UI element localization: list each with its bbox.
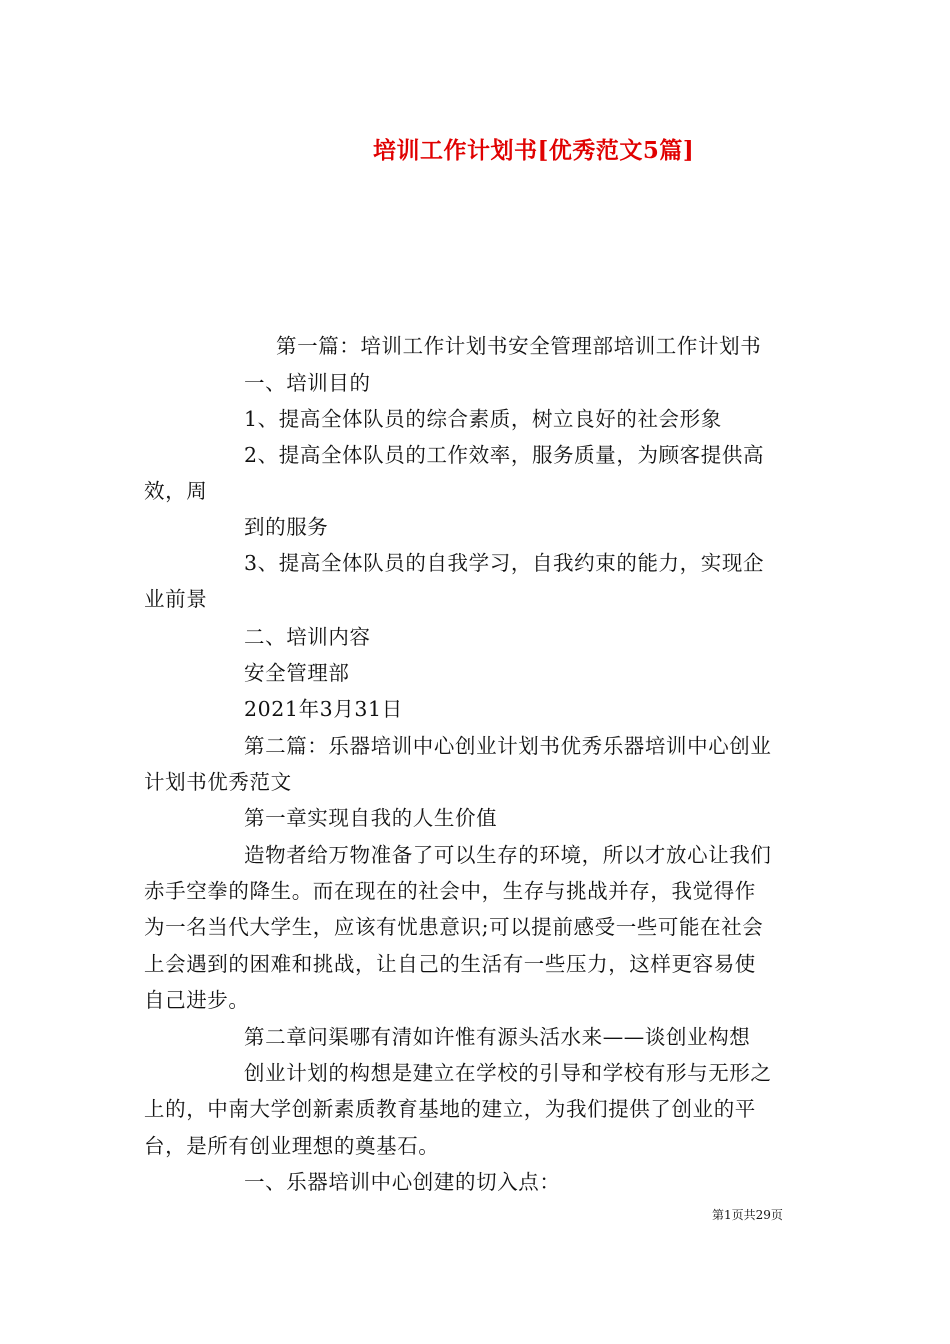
page-number-footer: 第1页共29页 [712, 1208, 783, 1222]
paragraph-line: 3、提高全体队员的自我学习，自我约束的能力，实现企 [244, 551, 765, 575]
paragraph-line: 第二篇：乐器培训中心创业计划书优秀乐器培训中心创业 [244, 734, 772, 758]
heading-line: 一、培训目的 [244, 371, 371, 395]
paragraph-line: 上会遇到的困难和挑战，让自己的生活有一些压力，这样更容易使 [144, 952, 756, 976]
paragraph-line: 效，周 [144, 479, 208, 503]
heading-line: 二、培训内容 [244, 625, 371, 649]
paragraph-line: 创业计划的构想是建立在学校的引导和学校有形与无形之 [244, 1061, 772, 1085]
paragraph-line: 台，是所有创业理想的奠基石。 [144, 1134, 440, 1158]
date-line: 2021年3月31日 [244, 697, 403, 721]
paragraph-line: 赤手空拳的降生。而在现在的社会中，生存与挑战并存，我觉得作 [144, 879, 756, 903]
paragraph-line: 业前景 [144, 587, 208, 611]
paragraph-line: 为一名当代大学生，应该有忧患意识;可以提前感受一些可能在社会 [144, 915, 764, 939]
document-title: 培训工作计划书[优秀范文5篇] [373, 137, 695, 164]
heading-line: 一、乐器培训中心创建的切入点： [244, 1170, 561, 1194]
paragraph-line: 第一篇：培训工作计划书安全管理部培训工作计划书 [276, 334, 762, 358]
paragraph-line: 安全管理部 [244, 661, 350, 685]
paragraph-line: 到的服务 [244, 515, 329, 539]
paragraph-line: 2、提高全体队员的工作效率，服务质量，为顾客提供高 [244, 443, 765, 467]
paragraph-line: 上的，中南大学创新素质教育基地的建立，为我们提供了创业的平 [144, 1097, 756, 1121]
paragraph-line: 造物者给万物准备了可以生存的环境，所以才放心让我们 [244, 843, 772, 867]
paragraph-line: 计划书优秀范文 [144, 770, 292, 794]
paragraph-line: 自己进步。 [144, 988, 250, 1012]
paragraph-line: 1、提高全体队员的综合素质，树立良好的社会形象 [244, 407, 722, 431]
heading-line: 第二章问渠哪有清如许惟有源头活水来——谈创业构想 [244, 1025, 751, 1049]
heading-line: 第一章实现自我的人生价值 [244, 806, 498, 830]
